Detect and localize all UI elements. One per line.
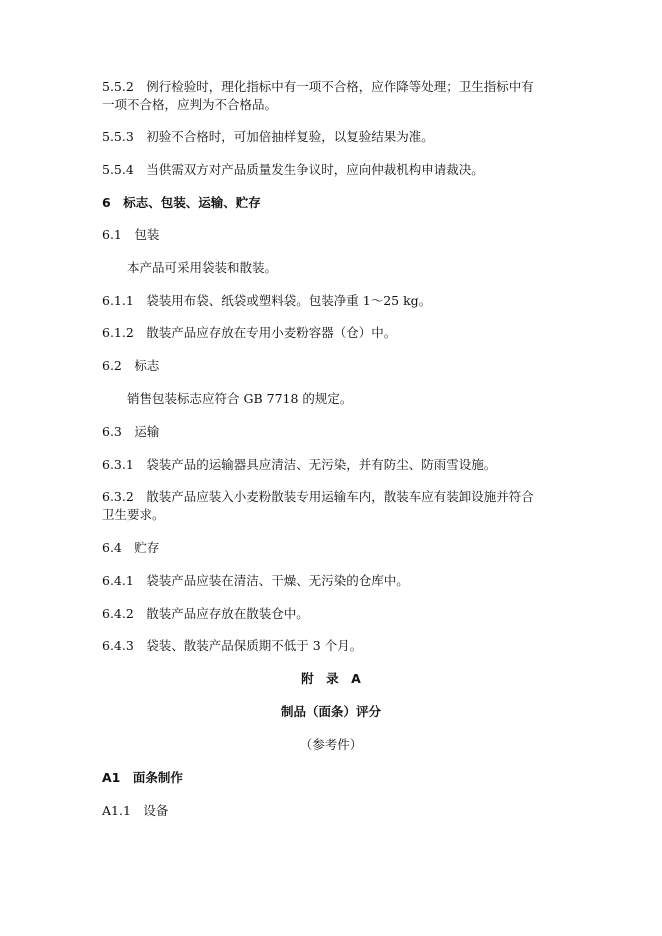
clause-6-4-2: 6.4.2 散装产品应存放在散装仓中。 (102, 606, 309, 621)
clause-5-5-3: 5.5.3 初验不合格时，可加倍抽样复验，以复验结果为准。 (102, 129, 434, 144)
clause-a1-1: A1.1 设备 (102, 803, 169, 818)
section-a1-heading: A1 面条制作 (102, 770, 183, 785)
clause-6-1-2: 6.1.2 散装产品应存放在专用小麦粉容器（仓）中。 (102, 325, 397, 340)
clause-6-3-1: 6.3.1 袋装产品的运输器具应清洁、无污染，并有防尘、防雨雪设施。 (102, 457, 497, 472)
appendix-label: 附 录 A (301, 671, 361, 686)
clause-6-3-2-line-2: 卫生要求。 (102, 507, 165, 522)
clause-6-4: 6.4 贮存 (102, 540, 160, 555)
clause-5-5-2-line-1: 5.5.2 例行检验时，理化指标中有一项不合格，应作降等处理；卫生指标中有 (102, 79, 534, 94)
clause-6-1-paragraph: 本产品可采用袋装和散装。 (127, 260, 278, 275)
appendix-note: （参考件） (299, 737, 363, 752)
clause-6-3-2-line-1: 6.3.2 散装产品应装入小麦粉散装专用运输车内，散装车应有装卸设施并符合 (102, 489, 534, 504)
clause-6-2-paragraph: 销售包装标志应符合 GB 7718 的规定。 (127, 391, 353, 406)
clause-6-4-3: 6.4.3 袋装、散装产品保质期不低于 3 个月。 (102, 638, 363, 653)
appendix-title: 制品（面条）评分 (280, 704, 381, 719)
clause-5-5-4: 5.5.4 当供需双方对产品质量发生争议时，应向仲裁机构申请裁决。 (102, 162, 484, 177)
clause-6-1-1: 6.1.1 袋装用布袋、纸袋或塑料袋。包装净重 1～25 kg。 (102, 293, 432, 308)
clause-6-3: 6.3 运输 (102, 424, 160, 439)
clause-6-2: 6.2 标志 (102, 358, 160, 373)
clause-6-1: 6.1 包装 (102, 227, 160, 242)
clause-5-5-2-line-2: 一项不合格，应判为不合格品。 (102, 97, 278, 112)
section-6-heading: 6 标志、包装、运输、贮存 (102, 195, 261, 210)
clause-6-4-1: 6.4.1 袋装产品应装在清洁、干燥、无污染的仓库中。 (102, 573, 409, 588)
